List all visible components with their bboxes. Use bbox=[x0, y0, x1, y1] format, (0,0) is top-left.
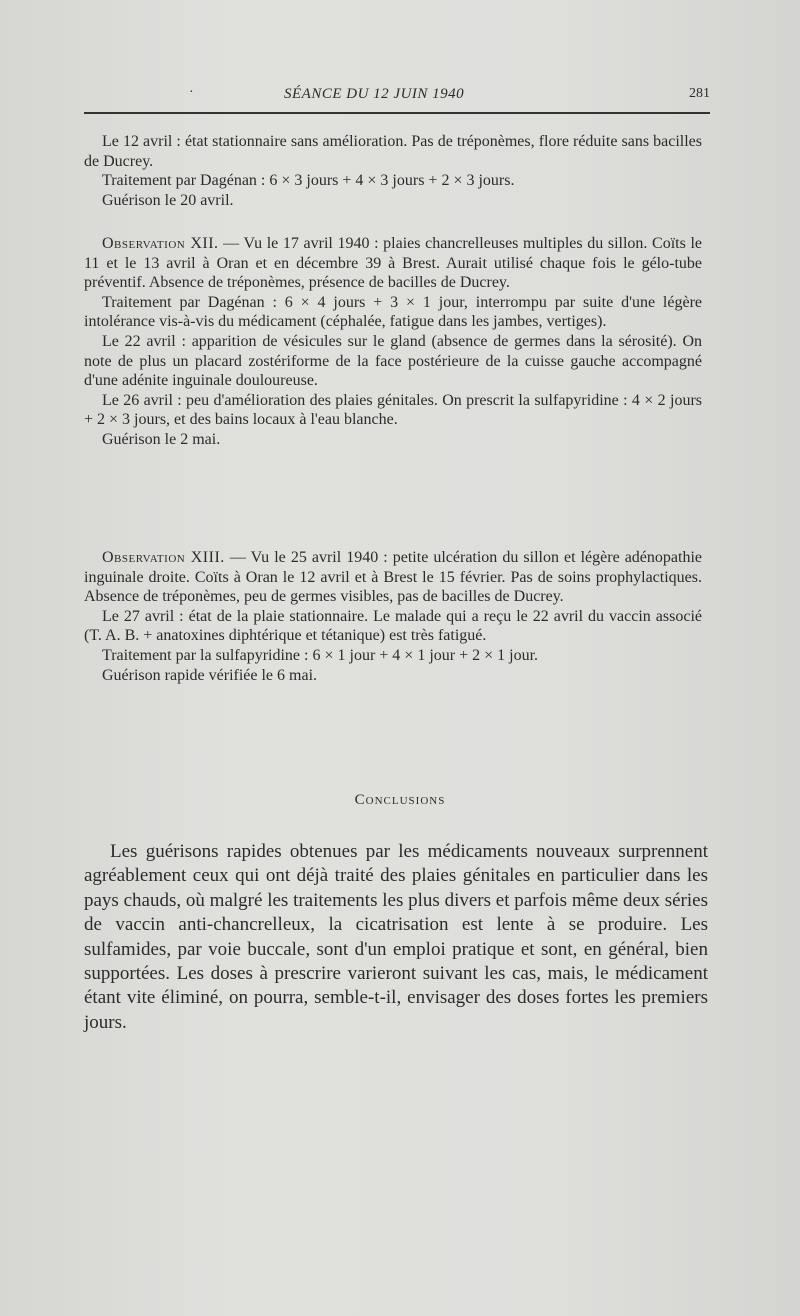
observation-13 bbox=[84, 548, 702, 685]
paragraph: Guérison le 2 mai. bbox=[102, 430, 221, 448]
paragraph: Guérison le 20 avril. bbox=[102, 191, 234, 209]
observation-12 bbox=[84, 234, 702, 450]
paragraph: Traitement par Dagénan : 6 × 4 jours + 3 × 1 jour, interrompu par suite d'une légère intolérance vis-à-vis du médicament (céphalée, fatigue dans les jambes, vertiges). bbox=[84, 293, 702, 331]
paragraph: Le 22 avril : apparition de vésicules sur le gland (absence de germes dans la sérosité). On note de plus un placard zostériforme de la face postérieure de la cuisse gauche accompagné d'une adénite inguinale douloureuse. bbox=[84, 332, 702, 390]
observation-label: Observation XII. bbox=[102, 235, 219, 252]
header-title: SÉANCE DU 12 JUIN 1940 bbox=[284, 86, 465, 102]
header-dot: · bbox=[189, 85, 194, 100]
header-rule bbox=[84, 112, 710, 114]
section-heading: Conclusions bbox=[354, 792, 446, 808]
paragraph bbox=[84, 548, 702, 607]
paragraph: Le 27 avril : état de la plaie stationnaire. Le malade qui a reçu le 22 avril du vaccin associé (T. A. B. + anatoxines diphtérique et tétanique) est très fatigué. bbox=[84, 607, 702, 645]
paragraph: Les guérisons rapides obtenues par les médicaments nouveaux surprennent agréablement ceux qui ont déjà traité des plaies génitales en particulier dans les pays chauds, où malgré les traitements les plus divers et parfois même deux séries de vaccin anti-chancrelleux, la cicatrisation est lente à se produire. Les sulfamides, par voie buccale, sont d'un emploi pratique et sont, en général, bien supportées. Les doses à prescrire varieront suivant les cas, mais, le médicament étant vite éliminé, on pourra, semble-t-il, envisager des doses fortes les premiers jours. bbox=[84, 841, 708, 1033]
paragraph: Le 12 avril : état stationnaire sans amélioration. Pas de tréponèmes, flore réduite sans bacilles de Ducrey. bbox=[84, 133, 702, 170]
paragraph: Traitement par Dagénan : 6 × 3 jours + 4 × 3 jours + 2 × 3 jours. bbox=[102, 172, 515, 190]
paragraph: Traitement par la sulfapyridine : 6 × 1 jour + 4 × 1 jour + 2 × 1 jour. bbox=[102, 646, 539, 664]
paragraph: Le 26 avril : peu d'amélioration des plaies génitales. On prescrit la sulfapyridine : 4 × 2 jours + 2 × 3 jours, et des bains locaux à l'eau blanche. bbox=[84, 391, 702, 429]
observation-intro: — Vu le 17 avril 1940 : plaies chancrelleuses multiples du sillon. Coïts le 11 et le 13 avril à Oran et en décembre 39 à Brest. Aurait utilisé chaque fois le gélo-tube préventif. Absence de tréponèmes, présence de bacilles de Ducrey. bbox=[84, 235, 702, 292]
conclusions-body bbox=[84, 840, 708, 1035]
paragraph: Guérison rapide vérifiée le 6 mai. bbox=[102, 666, 318, 684]
page-number: 281 bbox=[689, 86, 710, 101]
observation-intro: — Vu le 25 avril 1940 : petite ulcération du sillon et légère adénopathie inguinale droite. Coïts à Oran le 12 avril et à Brest le 15 février. Pas de soins prophylactiques. Absence de tréponèmes, peu de germes visibles, pas de bacilles de Ducrey. bbox=[84, 549, 703, 606]
paragraph bbox=[84, 234, 702, 293]
observation-label: Observation XIII. bbox=[102, 549, 225, 566]
running-head bbox=[84, 86, 710, 108]
observation-11-end bbox=[84, 132, 702, 210]
